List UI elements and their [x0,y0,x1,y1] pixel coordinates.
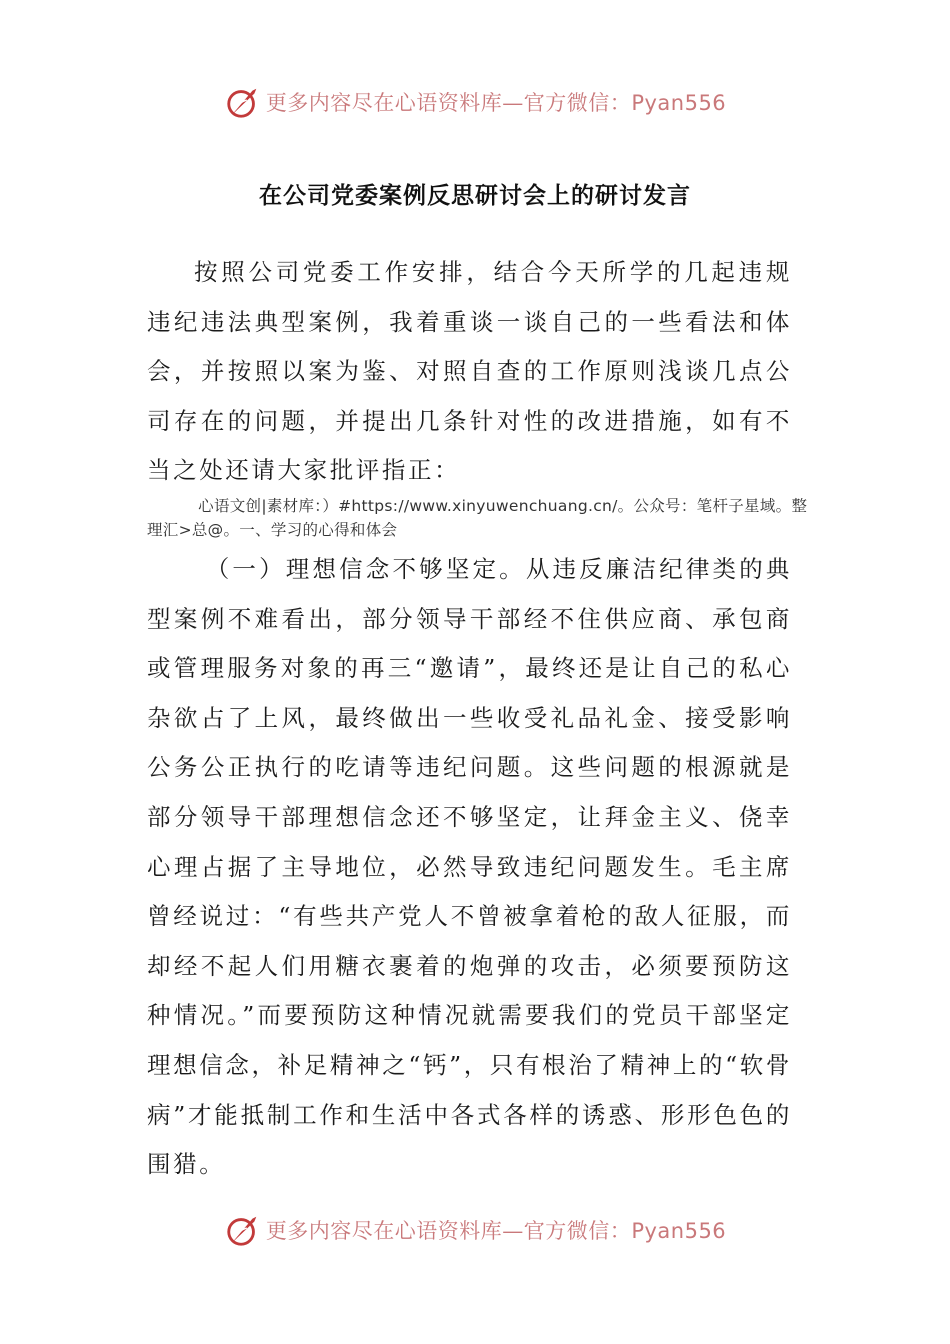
banner-text [266,1215,726,1245]
banner-text [266,87,726,117]
pen-logo-icon [224,1211,262,1249]
page-title: 在公司党委案例反思研讨会上的研讨发言 [259,183,691,209]
intro-paragraph-block [147,248,792,496]
wechat-id: Pyan556 [631,91,727,115]
section-paragraph-block [147,545,792,1190]
wechat-id: Pyan556 [631,1219,727,1243]
header-banner [0,77,950,127]
section1-paragraph: （一）理想信念不够坚定。从违反廉洁纪律类的典型案例不难看出，部分领导干部经不住供应商、承包商或管理服务对象的再三“邀请”，最终还是让自己的私心杂欲占了上风，最终做出一些收受礼品礼金、接受影响公务公正执行的吃请等违纪问题。这些问题的根源就是部分领导干部理想信念还不够坚定，让拜金主义、侥幸心理占据了主导地位，必然导致违纪问题发生。毛主席曾经说过：“有些共产党人不曾被拿着枪的敌人征服，而却经不起人们用糖衣裹着的炮弹的攻击，必须要预防这种情况。”而要预防这种情况就需要我们的党员干部坚定理想信念，补足精神之“钙”，只有根治了精神上的“软骨病”才能抵制工作和生活中各式各样的诱惑、形形色色的围猎。 [147,555,792,1179]
source-note [147,494,812,542]
source-note-text: 心语文创|素材库：）#https://www.xinyuwenchuang.cn/。公众号：笔杆子星域。整理汇>总@。一、学习的心得和体会 [147,497,808,539]
intro-paragraph: 按照公司党委工作安排，结合今天所学的几起违规违纪违法典型案例，我着重谈一谈自己的一些看法和体会，并按照以案为鉴、对照自查的工作原则浅谈几点公司存在的问题，并提出几条针对性的改进措施，如有不当之处还请大家批评指正： [147,258,792,485]
pen-logo-icon [224,83,262,121]
banner-label: 更多内容尽在心语资料库—官方微信： [265,1219,632,1243]
banner-label: 更多内容尽在心语资料库—官方微信： [265,91,632,115]
footer-banner [0,1205,950,1255]
